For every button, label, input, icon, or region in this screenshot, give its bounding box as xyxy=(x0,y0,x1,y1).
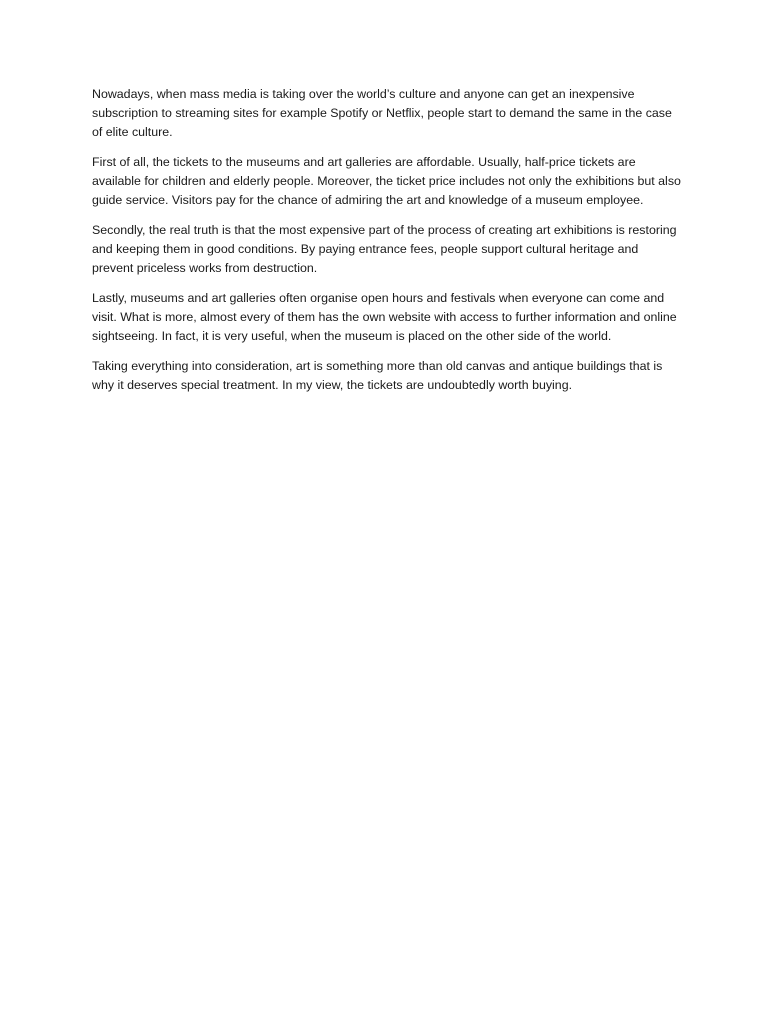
paragraph-first-argument: First of all, the tickets to the museums and art galleries are affordable. Usually, half-price tickets are available for children and elderly people. Moreover, the ticket price includes not only the exhibitions but also guide service. Visitors pay for the chance of admiring the art and knowledge of a museum employee. xyxy=(92,155,681,207)
paragraph-second-argument: Secondly, the real truth is that the most expensive part of the process of creating art exhibitions is restoring and keeping them in good conditions. By paying entrance fees, people support cultural heritage and prevent priceless works from destruction. xyxy=(92,223,677,275)
paragraph-third-argument: Lastly, museums and art galleries often organise open hours and festivals when everyone can come and visit. What is more, almost every of them has the own website with access to further information and online sightseeing. In fact, it is very useful, when the museum is placed on the other side of the world. xyxy=(92,291,677,343)
document-body xyxy=(92,85,682,406)
paragraph-intro: Nowadays, when mass media is taking over the world’s culture and anyone can get an inexpensive subscription to streaming sites for example Spotify or Netflix, people start to demand the same in the case of elite culture. xyxy=(92,87,672,139)
paragraph-conclusion: Taking everything into consideration, art is something more than old canvas and antique buildings that is why it deserves special treatment. In my view, the tickets are undoubtedly worth buying. xyxy=(92,359,663,392)
